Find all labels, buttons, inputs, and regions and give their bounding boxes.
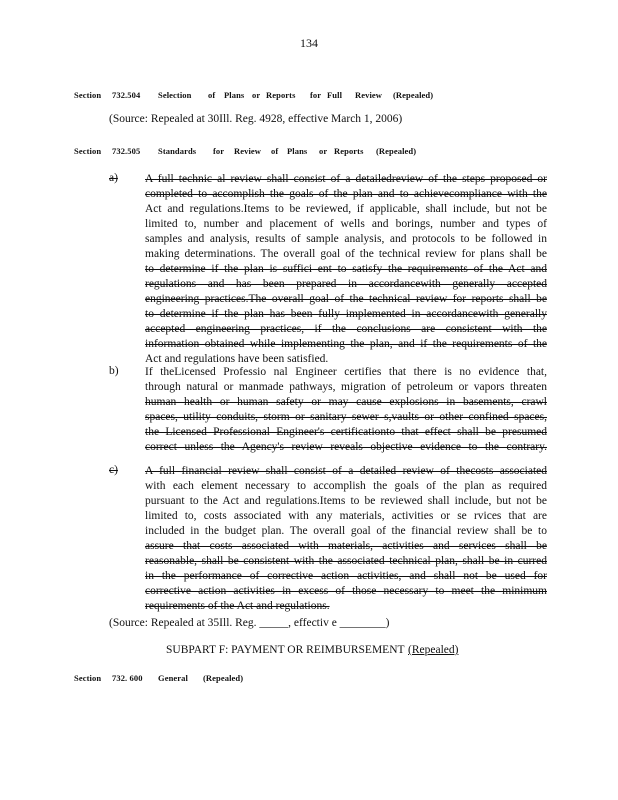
section-title-word: Reports: [266, 90, 296, 100]
section-status: (Repealed): [376, 146, 417, 156]
paragraph-line: with each element necessary to accomplish the goals of the plan as required: [145, 480, 547, 492]
subpart-status: (Repealed): [408, 644, 459, 656]
paragraph-line: regulations and has been prepared in accordancewith generally accepted: [145, 278, 547, 290]
paragraph-line: to determine if the plan has been fully implemented in accordancewith generally: [145, 308, 547, 320]
subpart-heading: SUBPART F: PAYMENT OR REIMBURSEMENT: [166, 644, 405, 656]
section-title-word: Standards: [158, 146, 197, 156]
section-label: Section: [74, 146, 102, 156]
paragraph-line: samples and analysis, results of sample analysis, and protocols to be followed in: [145, 233, 547, 245]
paragraph-line: A full financial review shall consist of a detailed review of thecosts associated: [145, 465, 547, 477]
paragraph-line: limited to, number and placement of wells and borings, number and types of: [145, 218, 547, 230]
paragraph-line: the Licensed Professional Engineer's certificationto that effect shall be presumed: [145, 426, 547, 438]
paragraph-line: information obtained while implementing the plan, and if the requirements of the: [145, 338, 547, 350]
section-number: 732. 600: [112, 673, 143, 683]
section-number: 732.504: [112, 90, 141, 100]
section-title-word: for: [310, 90, 322, 100]
paragraph-line: engineering practices.The overall goal of the technical review for reports shall be: [145, 293, 547, 305]
section-title-word: Reports: [334, 146, 364, 156]
section-title-word: Full: [327, 90, 343, 100]
paragraph-line: pursuant to the Act and regulations.Items to be reviewed shall include, but not be: [145, 495, 547, 507]
paragraph-line: completed to accomplish the goals of the plan and to achievecompliance with the: [145, 188, 547, 200]
paragraph-line: human health or human safety or may cause explosions in basements, crawl: [145, 396, 547, 408]
section-number: 732.505: [112, 146, 141, 156]
paragraph-line: limited to, costs associated with any materials, activities or se rvices that are: [145, 510, 547, 522]
paragraph-line: If theLicensed Professio nal Engineer certifies that there is no evidence that,: [145, 366, 547, 378]
paragraph-marker-b: b): [109, 365, 119, 377]
paragraph-line: Act and regulations.Items to be reviewed, if applicable, shall include, but not be: [145, 203, 547, 215]
section-title-word: Plans: [287, 146, 308, 156]
section-title-word: or: [319, 146, 328, 156]
paragraph-c: [145, 464, 547, 614]
section-status: (Repealed): [393, 90, 434, 100]
section-label: Section: [74, 673, 102, 683]
paragraph-line: included in the budget plan. The overall goal of the financial review shall be to: [145, 525, 547, 537]
paragraph-marker-c: c): [109, 464, 118, 476]
paragraph-line: accepted engineering practices, if the conclusions are consistent with the: [145, 323, 547, 335]
paragraph-line: Act and regulations have been satisfied.: [145, 353, 329, 365]
section-title-word: of: [271, 146, 279, 156]
section-title-word: Review: [234, 146, 262, 156]
section-title-word: of: [208, 90, 216, 100]
paragraph-line: corrective action activities in excess of those necessary to meet the minimum: [145, 585, 547, 597]
paragraph-line: to determine if the plan is suffici ent to satisfy the requirements of the Act and: [145, 263, 547, 275]
section-status: (Repealed): [203, 673, 244, 683]
page-number: 134: [300, 36, 318, 50]
section-title-word: or: [252, 90, 261, 100]
paragraph-line: making determinations. The overall goal of the technical review for plans shall be: [145, 248, 547, 260]
section-title-word: for: [213, 146, 225, 156]
section-label: Section: [74, 90, 102, 100]
paragraph-line: in the performance of corrective action activities, and shall not be used for: [145, 570, 547, 582]
paragraph-a: [145, 172, 547, 367]
paragraph-line: spaces, utility conduits, storm or sanitary sewer s,vaults or other confined spaces,: [145, 411, 547, 423]
paragraph-b: [145, 365, 547, 455]
paragraph-line: correct unless the Agency's review reveals objective evidence to the contrary.: [145, 441, 547, 453]
paragraph-line: assure that costs associated with materials, activities and services shall be: [145, 540, 547, 552]
paragraph-line: requirements of the Act and regulations.: [145, 600, 330, 612]
source-note: (Source: Repealed at 30Ill. Reg. 4928, effective March 1, 2006): [109, 113, 403, 125]
source-note: (Source: Repealed at 35Ill. Reg. _____, effectiv e ________): [109, 617, 390, 629]
section-title: General: [158, 673, 188, 683]
paragraph-line: reasonable, shall be consistent with the associated technical plan, shall be in curred: [145, 555, 547, 567]
paragraph-line: A full technic al review shall consist of a detailedreview of the steps proposed or: [145, 173, 547, 185]
paragraph-line: through natural or manmade pathways, migration of petroleum or vapors threaten: [145, 381, 547, 393]
section-title-word: Plans: [224, 90, 245, 100]
section-title-word: Review: [355, 90, 383, 100]
section-title-word: Selection: [158, 90, 192, 100]
paragraph-marker-a: a): [109, 172, 118, 184]
